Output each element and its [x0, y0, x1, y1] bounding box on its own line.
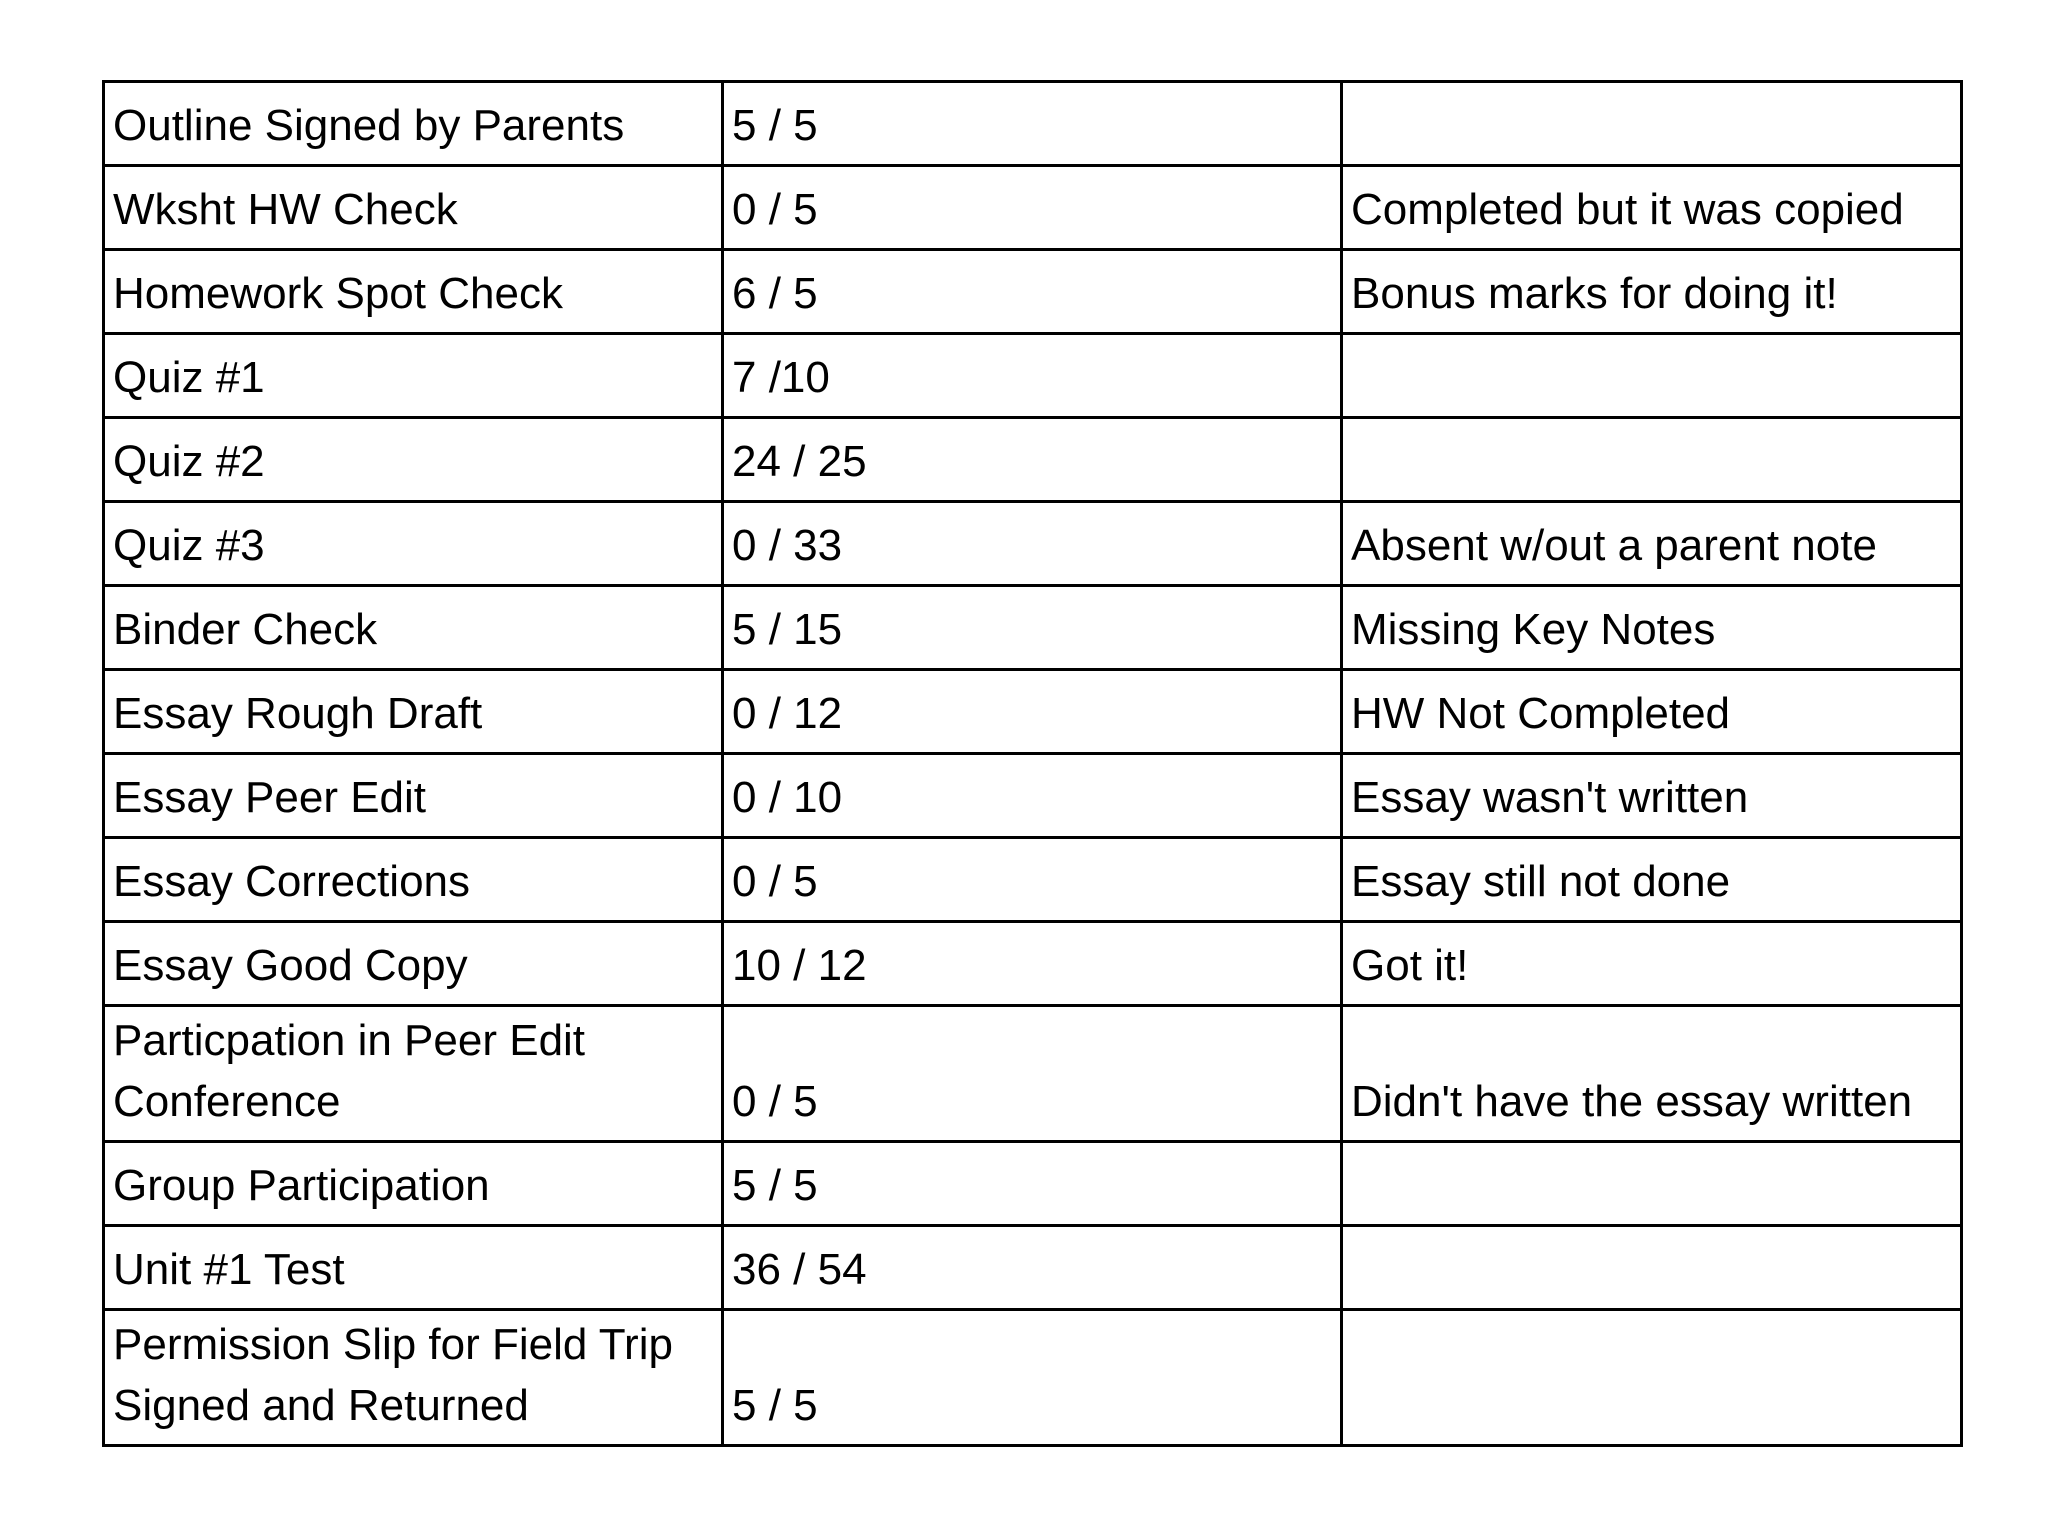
assignment-cell: Essay Good Copy: [104, 922, 723, 1006]
comment-cell: [1342, 418, 1962, 502]
assignment-cell: Unit #1 Test: [104, 1226, 723, 1310]
table-row: [104, 334, 1962, 418]
table-row: [104, 250, 1962, 334]
assignment-cell: Outline Signed by Parents: [104, 82, 723, 166]
comment-cell: HW Not Completed: [1342, 670, 1962, 754]
score-cell: 7 /10: [723, 334, 1342, 418]
table-row: [104, 922, 1962, 1006]
assignment-cell: Essay Rough Draft: [104, 670, 723, 754]
score-cell: 0 / 5: [723, 838, 1342, 922]
comment-cell: [1342, 1310, 1962, 1446]
assignment-cell: Essay Peer Edit: [104, 754, 723, 838]
assignment-cell: Particpation in Peer Edit Conference: [104, 1006, 723, 1142]
table-row: [104, 502, 1962, 586]
comment-cell: Absent w/out a parent note: [1342, 502, 1962, 586]
comment-cell: Completed but it was copied: [1342, 166, 1962, 250]
score-cell: 36 / 54: [723, 1226, 1342, 1310]
score-cell: 5 / 5: [723, 1310, 1342, 1446]
table-row: [104, 418, 1962, 502]
table-row: [104, 82, 1962, 166]
score-cell: 0 / 33: [723, 502, 1342, 586]
table-row: [104, 1226, 1962, 1310]
comment-cell: Missing Key Notes: [1342, 586, 1962, 670]
table-row: [104, 838, 1962, 922]
assignment-cell: Wksht HW Check: [104, 166, 723, 250]
comment-cell: [1342, 1142, 1962, 1226]
table-row: [104, 1006, 1962, 1142]
score-cell: 0 / 10: [723, 754, 1342, 838]
score-cell: 0 / 12: [723, 670, 1342, 754]
table-row: [104, 1142, 1962, 1226]
comment-cell: [1342, 1226, 1962, 1310]
assignment-cell: Quiz #2: [104, 418, 723, 502]
comment-cell: Essay wasn't written: [1342, 754, 1962, 838]
table-row: [104, 1310, 1962, 1446]
comment-cell: [1342, 334, 1962, 418]
assignment-cell: Quiz #1: [104, 334, 723, 418]
score-cell: 10 / 12: [723, 922, 1342, 1006]
comment-cell: Got it!: [1342, 922, 1962, 1006]
assignment-cell: Quiz #3: [104, 502, 723, 586]
comment-cell: [1342, 82, 1962, 166]
assignment-cell: Permission Slip for Field Trip Signed and Returned: [104, 1310, 723, 1446]
score-cell: 5 / 5: [723, 82, 1342, 166]
grades-table: [102, 80, 1963, 1447]
score-cell: 5 / 5: [723, 1142, 1342, 1226]
assignment-cell: Homework Spot Check: [104, 250, 723, 334]
comment-cell: Didn't have the essay written: [1342, 1006, 1962, 1142]
score-cell: 0 / 5: [723, 166, 1342, 250]
score-cell: 5 / 15: [723, 586, 1342, 670]
assignment-cell: Group Participation: [104, 1142, 723, 1226]
score-cell: 6 / 5: [723, 250, 1342, 334]
comment-cell: Bonus marks for doing it!: [1342, 250, 1962, 334]
table-row: [104, 166, 1962, 250]
assignment-cell: Essay Corrections: [104, 838, 723, 922]
score-cell: 0 / 5: [723, 1006, 1342, 1142]
comment-cell: Essay still not done: [1342, 838, 1962, 922]
score-cell: 24 / 25: [723, 418, 1342, 502]
assignment-cell: Binder Check: [104, 586, 723, 670]
table-row: [104, 754, 1962, 838]
table-row: [104, 670, 1962, 754]
table-row: [104, 586, 1962, 670]
